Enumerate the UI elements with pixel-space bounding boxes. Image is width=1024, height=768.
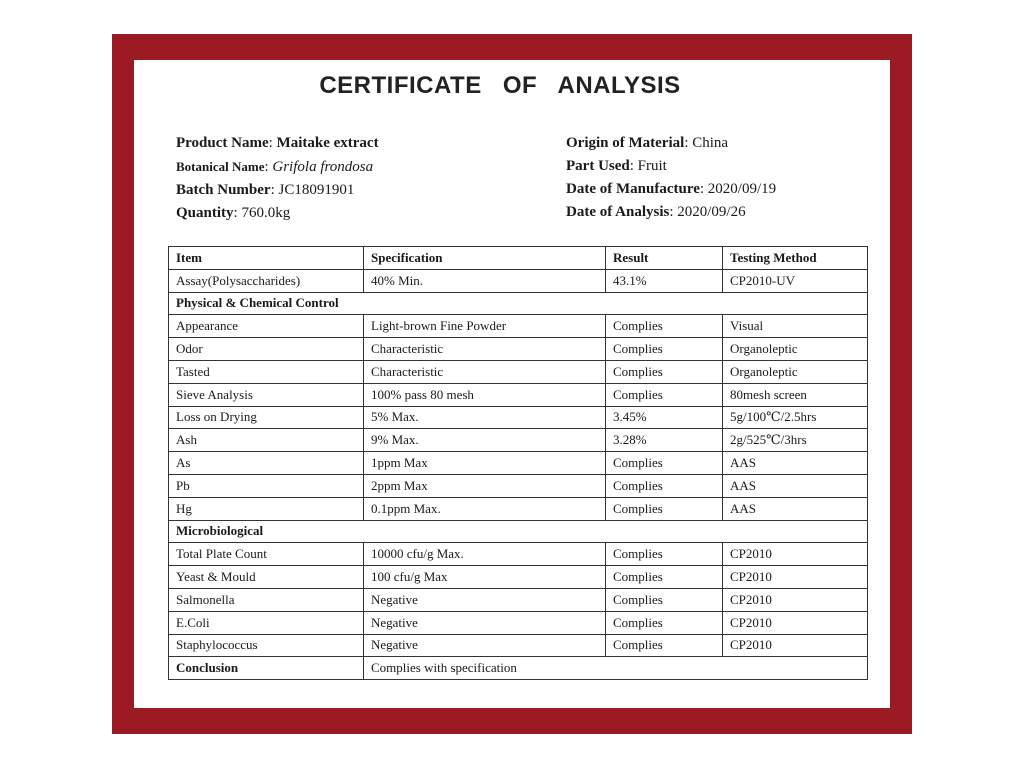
header-specification: Specification [364, 247, 606, 270]
table-row [169, 474, 868, 497]
cell-specification: 0.1ppm Max. [364, 497, 606, 520]
batch-number-value: JC18091901 [278, 182, 355, 198]
cell-item: Salmonella [169, 588, 364, 611]
cell-specification: Negative [364, 588, 606, 611]
cell-testing-method: CP2010 [723, 588, 868, 611]
cell-item: Hg [169, 497, 364, 520]
table-row [169, 611, 868, 634]
conclusion-label: Conclusion [169, 657, 364, 680]
cell-specification: 100% pass 80 mesh [364, 383, 606, 406]
manufacture-date-row: Date of Manufacture: 2020/09/19 [566, 181, 777, 197]
table-row [169, 383, 868, 406]
batch-number-row: Batch Number: JC18091901 [176, 182, 355, 198]
cell-specification: 10000 cfu/g Max. [364, 543, 606, 566]
cell-result: 3.45% [606, 406, 723, 429]
section-row-physical [169, 292, 868, 315]
cell-testing-method: Visual [723, 315, 868, 338]
cell-item: Appearance [169, 315, 364, 338]
product-info-right [566, 132, 776, 224]
cell-specification: 40% Min. [364, 269, 606, 292]
cell-specification: 100 cfu/g Max [364, 566, 606, 589]
table-row [169, 543, 868, 566]
origin-value: China [692, 135, 729, 151]
cell-item: Yeast & Mould [169, 566, 364, 589]
cell-item: Ash [169, 429, 364, 452]
table-header-row [169, 247, 868, 270]
header-result: Result [606, 247, 723, 270]
section-title: Microbiological [169, 520, 868, 543]
product-name-row: Product Name: Maitake extract [176, 135, 379, 151]
analysis-date-label: Date of Analysis [566, 204, 670, 220]
table-row [169, 429, 868, 452]
cell-item: Pb [169, 474, 364, 497]
conclusion-value: Complies with specification [364, 657, 868, 680]
header-item: Item [169, 247, 364, 270]
analysis-date-value: 2020/09/26 [677, 204, 746, 220]
botanical-name-row: Botanical Name: Grifola frondosa [176, 159, 374, 175]
cell-specification: Negative [364, 634, 606, 657]
cell-testing-method: CP2010 [723, 634, 868, 657]
cell-testing-method: Organoleptic [723, 360, 868, 383]
table-row [169, 452, 868, 475]
product-name-value: Maitake extract [276, 135, 379, 151]
table-row [169, 588, 868, 611]
botanical-name-value: Grifola frondosa [272, 159, 374, 175]
cell-result: 43.1% [606, 269, 723, 292]
header-testing-method: Testing Method [723, 247, 868, 270]
manufacture-date-label: Date of Manufacture [566, 181, 700, 197]
analysis-date-row: Date of Analysis: 2020/09/26 [566, 204, 746, 220]
analysis-table [168, 246, 868, 680]
botanical-name-label: Botanical Name [176, 159, 265, 174]
cell-testing-method: 80mesh screen [723, 383, 868, 406]
cell-item: Loss on Drying [169, 406, 364, 429]
cell-result: Complies [606, 588, 723, 611]
part-used-label: Part Used [566, 158, 630, 174]
cell-item: As [169, 452, 364, 475]
cell-specification: Light-brown Fine Powder [364, 315, 606, 338]
table-row [169, 497, 868, 520]
cell-specification: Characteristic [364, 338, 606, 361]
table-row [169, 315, 868, 338]
cell-result: Complies [606, 360, 723, 383]
cell-result: Complies [606, 611, 723, 634]
table-row [169, 338, 868, 361]
quantity-label: Quantity [176, 205, 234, 221]
conclusion-row [169, 657, 868, 680]
cell-testing-method: CP2010 [723, 566, 868, 589]
part-used-row: Part Used: Fruit [566, 158, 667, 174]
cell-result: Complies [606, 452, 723, 475]
cell-item: E.Coli [169, 611, 364, 634]
table-row [169, 566, 868, 589]
cell-item: Staphylococcus [169, 634, 364, 657]
product-name-label: Product Name [176, 135, 269, 151]
table-row [169, 406, 868, 429]
origin-label: Origin of Material [566, 135, 685, 151]
quantity-value: 760.0kg [241, 205, 291, 221]
cell-testing-method: CP2010-UV [723, 269, 868, 292]
cell-result: Complies [606, 566, 723, 589]
cell-testing-method: AAS [723, 497, 868, 520]
cell-specification: 9% Max. [364, 429, 606, 452]
cell-result: Complies [606, 474, 723, 497]
cell-result: Complies [606, 543, 723, 566]
table-row [169, 634, 868, 657]
cell-result: 3.28% [606, 429, 723, 452]
table-row [169, 269, 868, 292]
cell-testing-method: 2g/525℃/3hrs [723, 429, 868, 452]
cell-specification: Negative [364, 611, 606, 634]
cell-item: Assay(Polysaccharides) [169, 269, 364, 292]
origin-row: Origin of Material: China [566, 135, 729, 151]
cell-testing-method: Organoleptic [723, 338, 868, 361]
cell-result: Complies [606, 383, 723, 406]
table-row [169, 360, 868, 383]
section-title: Physical & Chemical Control [169, 292, 868, 315]
cell-item: Total Plate Count [169, 543, 364, 566]
cell-item: Sieve Analysis [169, 383, 364, 406]
cell-testing-method: AAS [723, 474, 868, 497]
cell-item: Odor [169, 338, 364, 361]
cell-specification: Characteristic [364, 360, 606, 383]
cell-specification: 5% Max. [364, 406, 606, 429]
cell-testing-method: 5g/100℃/2.5hrs [723, 406, 868, 429]
cell-specification: 2ppm Max [364, 474, 606, 497]
section-row-microbiological [169, 520, 868, 543]
cell-result: Complies [606, 634, 723, 657]
cell-item: Tasted [169, 360, 364, 383]
cell-testing-method: CP2010 [723, 611, 868, 634]
product-info-left [176, 132, 379, 225]
batch-number-label: Batch Number [176, 182, 271, 198]
certificate-title: CERTIFICATE OF ANALYSIS [319, 72, 681, 99]
cell-result: Complies [606, 497, 723, 520]
quantity-row: Quantity: 760.0kg [176, 205, 291, 221]
cell-result: Complies [606, 338, 723, 361]
manufacture-date-value: 2020/09/19 [707, 181, 777, 197]
part-used-value: Fruit [637, 158, 667, 174]
cell-specification: 1ppm Max [364, 452, 606, 475]
cell-result: Complies [606, 315, 723, 338]
cell-testing-method: CP2010 [723, 543, 868, 566]
cell-testing-method: AAS [723, 452, 868, 475]
